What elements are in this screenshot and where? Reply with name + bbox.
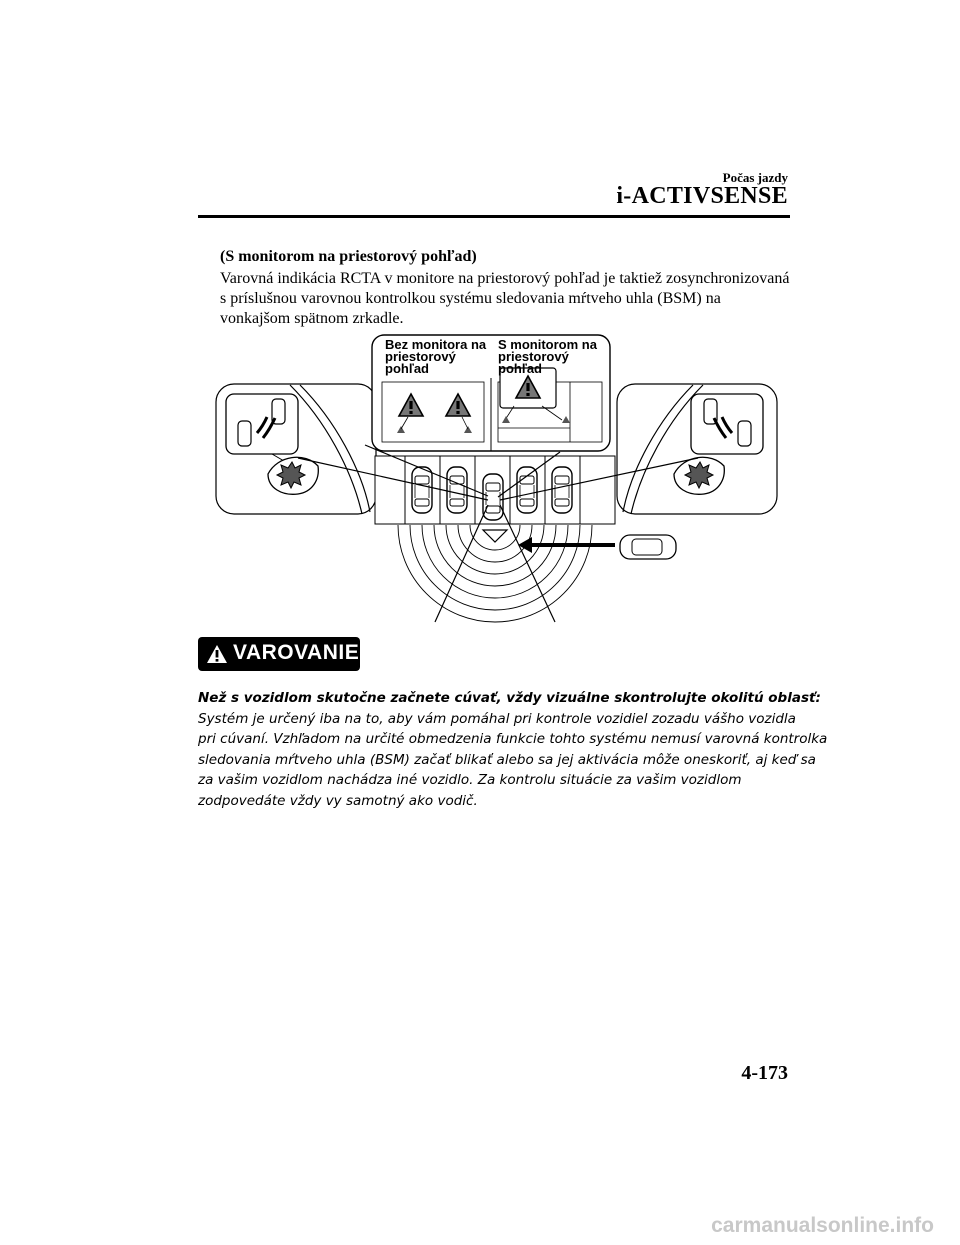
warning-icon (206, 644, 228, 664)
warning-line: sledovania mŕtveho uhla (BSM) začať blikať alebo sa jej aktivácia môže oneskoriť, aj keď sa (198, 751, 816, 768)
paragraph-line: Varovná indikácia RCTA v monitore na priestorový pohľad je taktiež zosynchronizovaná (220, 270, 790, 287)
right-mirror-panel (617, 384, 777, 514)
warning-line: za vašim vozidlom nachádza iné vozidlo. Za kontrolu situácie za vašim vozidlom (198, 772, 742, 788)
watermark: carmanualsonline.info (711, 1214, 934, 1237)
label-with-monitor-3: pohľad (498, 361, 543, 376)
paragraph-line: s príslušnou varovnou kontrolkou systému sledovania mŕtveho uhla (BSM) na (220, 290, 721, 307)
label-with-monitor-2: priestorový (498, 349, 569, 364)
warning-line: zodpovedáte vždy vy samotný ako vodič. (198, 792, 478, 809)
warning-text (198, 688, 828, 811)
warning-label-box (198, 637, 360, 671)
label-without-monitor-2: priestorový (385, 349, 456, 364)
warning-line: pri cúvaní. Vzhľadom na určité obmedzenia funkcie tohto systému nemusí varovná kontrolka (198, 731, 828, 747)
reverse-arrow (483, 530, 507, 542)
parking-lot (375, 456, 615, 524)
warning-lead: Než s vozidlom skutočne začnete cúvať, vždy vizuálne skontrolujte okolitú oblasť: (198, 690, 821, 706)
chapter-title: i-ACTIVSENSE (616, 183, 788, 209)
page-number: 4-173 (741, 1062, 788, 1084)
label-with-monitor-1: S monitorom na (498, 337, 597, 352)
warning-line: Systém je určený iba na to, aby vám pomáhal pri kontrole vozidiel zozadu vášho vozidla (198, 710, 796, 727)
section-title: Počas jazdy (722, 170, 788, 185)
label-without-monitor-1: Bez monitora na (385, 337, 487, 352)
left-mirror-panel (216, 384, 376, 514)
subheading: (S monitorom na priestorový pohľad) (220, 248, 477, 265)
label-without-monitor-3: pohľad (385, 361, 430, 376)
warning-label: VAROVANIE (233, 641, 360, 664)
monitor-callout (372, 335, 610, 451)
approaching-vehicle (518, 535, 676, 559)
paragraph-line: vonkajšom spätnom zrkadle. (220, 310, 404, 327)
